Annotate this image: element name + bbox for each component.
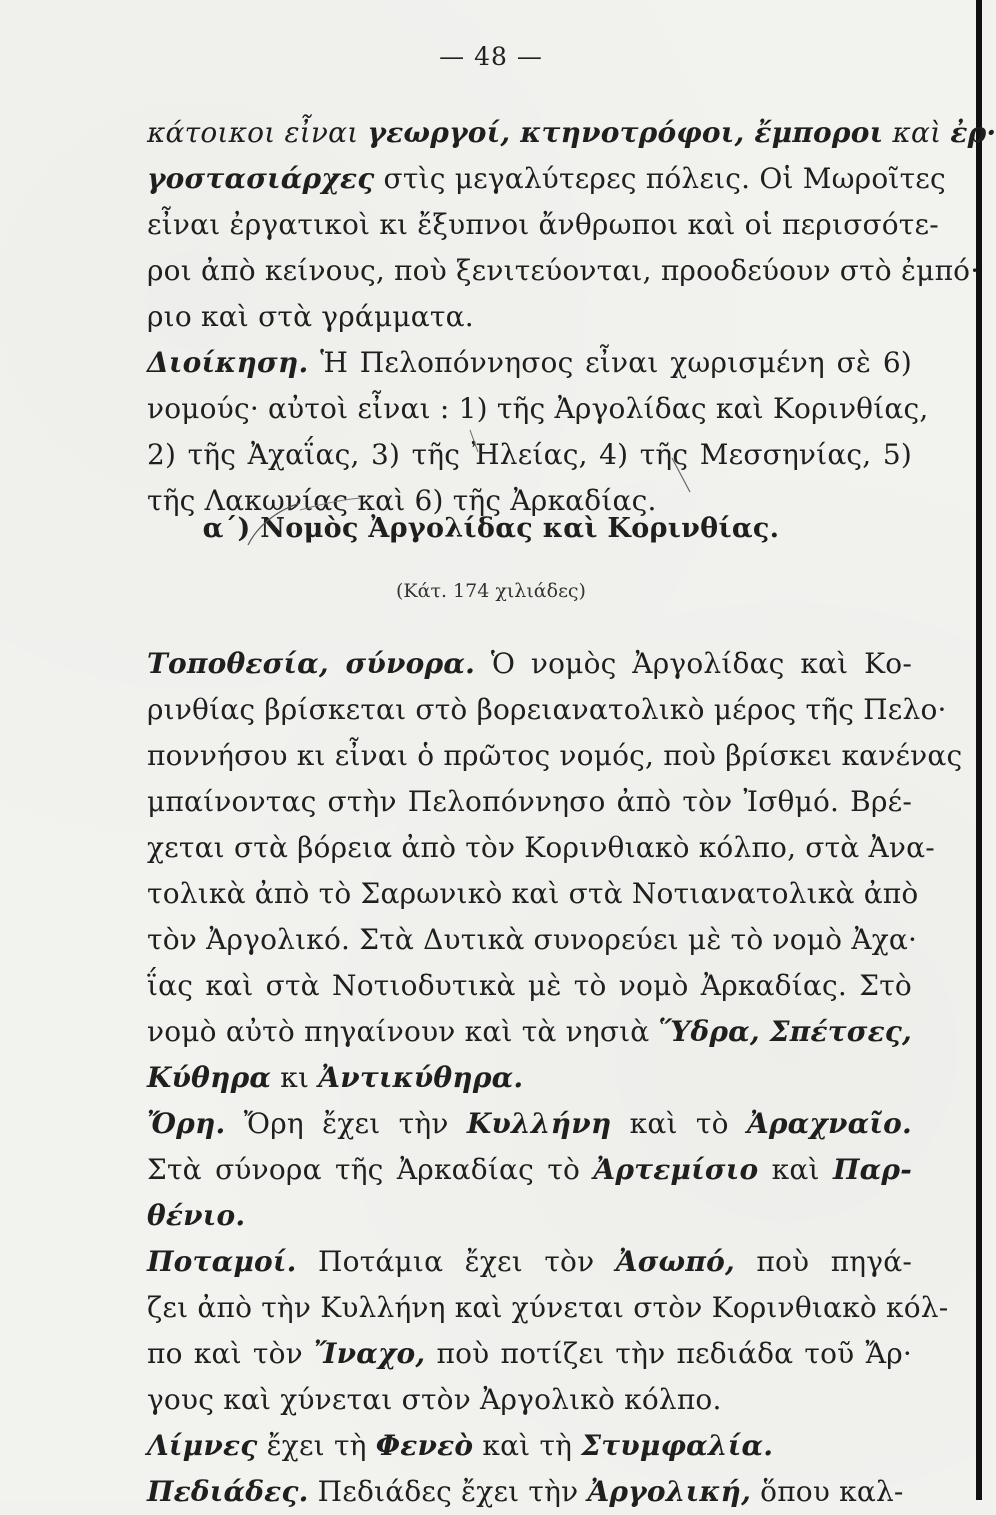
text-line xyxy=(147,1377,912,1423)
paragraph-block-1 xyxy=(147,110,996,524)
text-run: Ὄρη ἔχει τὴν xyxy=(225,1107,467,1140)
text-run: Ἴναχο, xyxy=(314,1337,426,1370)
paragraph-block-2 xyxy=(147,641,963,1515)
text-line xyxy=(147,156,946,202)
text-line xyxy=(147,1193,912,1239)
text-run: Ἀργολική, xyxy=(587,1475,752,1508)
text-line xyxy=(147,871,919,917)
text-run: ἔχει τὴ xyxy=(257,1429,376,1462)
text-run: στὶς μεγαλύτερες πόλεις. Οἱ Μωροῖτες xyxy=(374,162,946,195)
text-run: Κυλλήνη xyxy=(466,1107,612,1140)
text-run: Λίμνες xyxy=(147,1429,258,1462)
text-run: ἐρ· xyxy=(950,116,996,149)
text-run: κι xyxy=(271,1061,319,1094)
text-run: γους καὶ χύνεται στὸν Ἀργολικὸ κόλπο. xyxy=(147,1383,722,1416)
text-run: Ὁ νομὸς Ἀργολίδας καὶ Κο- xyxy=(475,647,912,680)
text-line xyxy=(147,1055,912,1101)
text-run: Στυμφαλία. xyxy=(581,1429,774,1462)
text-line xyxy=(147,340,912,386)
text-run: ριο καὶ στὰ γράμματα. xyxy=(147,300,474,333)
text-run: Φενεὸ xyxy=(375,1429,474,1462)
text-run: Παρ- xyxy=(832,1153,913,1186)
text-run: Διοίκηση. xyxy=(147,346,309,379)
text-line xyxy=(147,1147,912,1193)
text-run: Στὰ σύνορα τῆς Ἀρκαδίας τὸ xyxy=(147,1153,594,1186)
text-line xyxy=(147,733,963,779)
text-run: γεωργοί, κτηνοτρόφοι, ἔμποροι xyxy=(367,116,884,149)
text-line xyxy=(147,386,929,432)
text-run: ζει ἀπὸ τὴν Κυλλήνη καὶ χύνεται στὸν Κορινθιακὸ κόλ- xyxy=(147,1291,949,1324)
text-run: ὅπου καλ- xyxy=(751,1475,904,1508)
text-line xyxy=(147,1331,912,1377)
text-line xyxy=(147,779,912,825)
text-run: καὶ xyxy=(883,116,951,149)
text-run: Ὕδρα, Σπέτσες, xyxy=(658,1015,913,1048)
text-line xyxy=(147,294,912,340)
text-run: τολικὰ ἀπὸ τὸ Σαρωνικὸ καὶ στὰ Νοτιανατολικὰ ἀπὸ xyxy=(147,877,919,910)
text-line xyxy=(147,1285,949,1331)
text-run: ρινθίας βρίσκεται στὸ βορειανατολικὸ μέρος τῆς Πελο· xyxy=(147,693,947,726)
text-line xyxy=(147,248,980,294)
text-run: πο καὶ τὸν xyxy=(147,1337,314,1370)
section-subtitle: (Κάτ. 174 χιλιάδες) xyxy=(396,580,586,602)
text-run: τῆς Λακωνίας καὶ 6) τῆς Ἀρκαδίας. xyxy=(147,484,657,517)
text-run: κάτοικοι εἶναι xyxy=(147,116,368,149)
text-run: ροι ἀπὸ κείνους, ποὺ ξενιτεύονται, προοδεύουν στὸ ἐμπό· xyxy=(147,254,980,287)
text-line xyxy=(147,202,939,248)
page-number: — 48 — xyxy=(439,42,543,71)
text-run: καὶ τὴ xyxy=(473,1429,582,1462)
text-line xyxy=(147,963,912,1009)
text-run: νομούς· αὐτοὶ εἶναι : 1) τῆς Ἀργολίδας καὶ Κορινθίας, xyxy=(147,392,929,425)
text-run: καὶ τὸ xyxy=(611,1107,747,1140)
scan-edge xyxy=(976,0,982,1500)
text-run: καὶ xyxy=(758,1153,833,1186)
text-line xyxy=(147,110,996,156)
text-line xyxy=(147,1239,912,1285)
text-line xyxy=(147,917,918,963)
text-run: ποννήσου κι εἶναι ὁ πρῶτος νομός, ποὺ βρίσκει κανένας xyxy=(147,739,963,772)
text-run: νομὸ αὐτὸ πηγαίνουν καὶ τὰ νησιὰ xyxy=(147,1015,659,1048)
text-run: ποὺ ποτίζει τὴν πεδιάδα τοῦ Ἄρ· xyxy=(425,1337,912,1370)
text-run: Ἀρτεμίσιο xyxy=(593,1153,759,1186)
text-run: θένιο. xyxy=(147,1199,246,1232)
text-line xyxy=(147,687,947,733)
text-run: Ἀσωπό, xyxy=(615,1245,735,1278)
text-line xyxy=(147,432,912,478)
text-run: γοστασιάρχες xyxy=(147,162,375,195)
text-run: Ἀραχναῖο. xyxy=(746,1107,912,1140)
text-run: 2) τῆς Ἀχαΐας, 3) τῆς Ἠλείας, 4) τῆς Μεσσηνίας, 5) xyxy=(147,438,912,471)
text-run: Τοποθεσία, σύνορα. xyxy=(147,647,476,680)
text-line xyxy=(147,641,912,687)
section-title: α΄) Νομὸς Ἀργολίδας καὶ Κορινθίας. xyxy=(202,513,780,544)
text-run: Ἀντικύθηρα. xyxy=(318,1061,524,1094)
text-run: Πεδιάδες. xyxy=(147,1475,309,1508)
text-run: Πεδιάδες ἔχει τὴν xyxy=(308,1475,588,1508)
text-run: Ποταμοί. xyxy=(147,1245,297,1278)
text-line xyxy=(147,1009,912,1055)
text-run: μπαίνοντας στὴν Πελοπόννησο ἀπὸ τὸν Ἰσθμό. Βρέ- xyxy=(147,785,912,818)
text-line xyxy=(147,1423,912,1469)
text-run: τὸν Ἀργολικό. Στὰ Δυτικὰ συνορεύει μὲ τὸ νομὸ Ἀχα· xyxy=(147,923,918,956)
text-line xyxy=(147,1469,912,1515)
text-run: Ποτάμια ἔχει τὸν xyxy=(296,1245,616,1278)
text-run: Ἡ Πελοπόννησος εἶναι χωρισμένη σὲ 6) xyxy=(308,346,912,379)
text-run: ποὺ πηγά- xyxy=(734,1245,912,1278)
text-run: χεται στὰ βόρεια ἀπὸ τὸν Κορινθιακὸ κόλπο, στὰ Ἀνα- xyxy=(147,831,935,864)
text-line xyxy=(147,825,935,871)
text-run: ΐας καὶ στὰ Νοτιοδυτικὰ μὲ τὸ νομὸ Ἀρκαδίας. Στὸ xyxy=(147,969,912,1002)
text-line xyxy=(147,1101,912,1147)
text-run: Κύθηρα xyxy=(147,1061,272,1094)
text-run: Ὄρη. xyxy=(147,1107,226,1140)
text-run: εἶναι ἐργατικοὶ κι ἔξυπνοι ἄνθρωποι καὶ οἱ περισσότε- xyxy=(147,208,939,241)
